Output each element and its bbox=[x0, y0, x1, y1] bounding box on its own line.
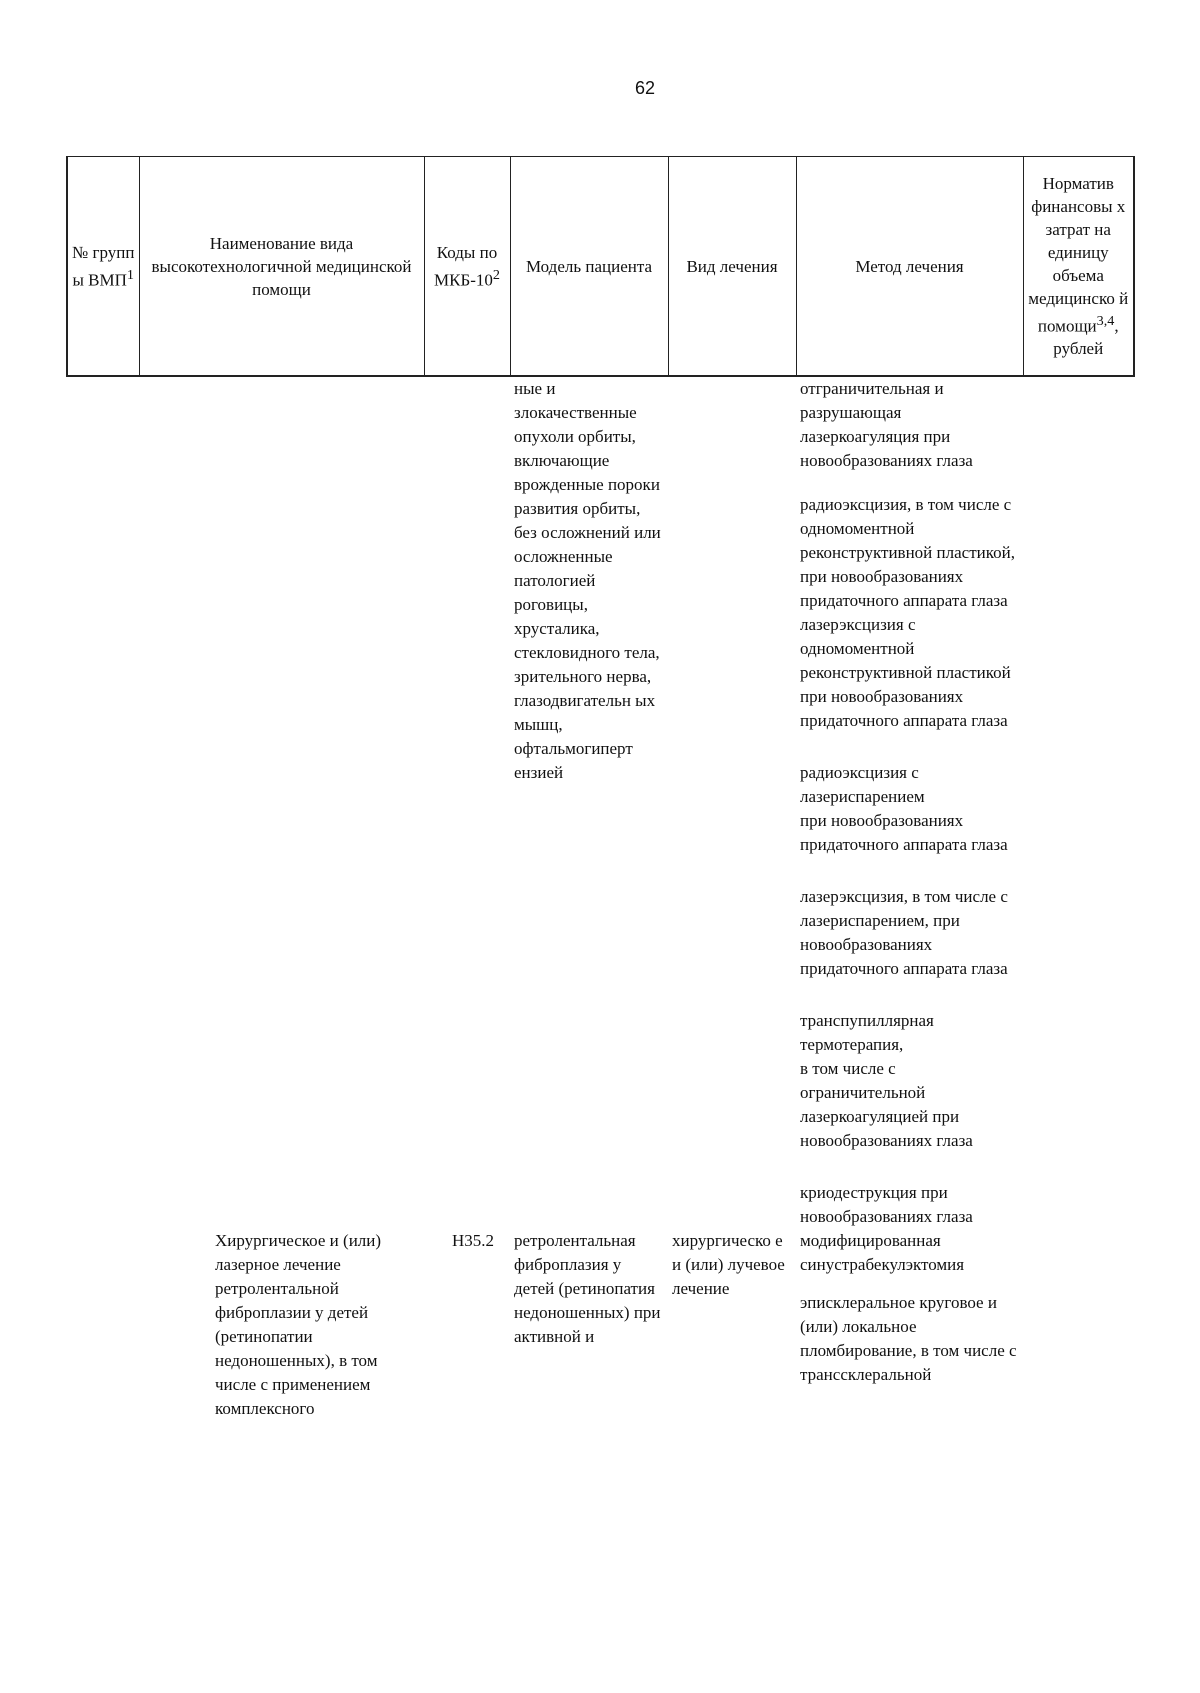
header-patient-model: Модель пациента bbox=[510, 157, 668, 377]
header-icd-codes: Коды по МКБ-$10^2$ bbox=[424, 157, 510, 377]
page-number: 62 bbox=[634, 78, 656, 98]
cell-icd-codes bbox=[424, 376, 510, 1229]
cell-treatment-method bbox=[796, 1229, 1023, 1421]
cell-group-number bbox=[67, 1229, 139, 1421]
method-item: транспупиллярная термотерапия, в том числе с ограничительной лазеркоагуляцией при новообразованиях глаза bbox=[800, 1011, 973, 1150]
cell-cost-standard bbox=[1023, 376, 1134, 1229]
cell-treatment-type bbox=[668, 376, 796, 1229]
cell-patient-model: ретролентальная фиброплазия у детей (ретинопатия недоношенных) при активной и bbox=[514, 1231, 661, 1346]
cell-care-type bbox=[139, 376, 424, 1229]
cell-cost-standard bbox=[1023, 1229, 1134, 1421]
header-care-type: Наименование вида высокотехнологичной медицинской помощи bbox=[139, 157, 424, 377]
method-item: модифицированная синустрабекулэктомия bbox=[800, 1231, 965, 1274]
method-item: радиоэксцизия, в том числе с одномоментной реконструктивной пластикой, при новообразованиях придаточного аппарата глаза bbox=[800, 495, 1015, 610]
method-item: радиоэксцизия с лазериспарением при новообразованиях придаточного аппарата глаза bbox=[800, 763, 1008, 854]
header-group-number: № групп ы ВМП$^1$ bbox=[67, 157, 139, 377]
header-treatment-type: Вид лечения bbox=[668, 157, 796, 377]
cell-patient-model: ные и злокачественные опухоли орбиты, включающие врожденные пороки развития орбиты, без осложнений или осложненные патологией роговицы, хрусталика, стекловидного тела, зрительного нерва, глазодвигательн ых мышц, офтальмогиперт ензией bbox=[514, 379, 661, 782]
method-item: криодеструкция при новообразованиях глаза bbox=[800, 1183, 973, 1226]
method-item: лазерэксцизия, в том числе с лазериспарением, при новообразованиях придаточного аппарата глаза bbox=[800, 887, 1008, 978]
table-row bbox=[67, 376, 1134, 1229]
header-treatment-method: Метод лечения bbox=[796, 157, 1023, 377]
table-row bbox=[67, 1229, 1134, 1421]
cell-treatment-type: хирургическо е и (или) лучевое лечение bbox=[672, 1231, 785, 1298]
header-cost-standard: Норматив финансовы х затрат на единицу объема медицинско й помощи$^{3,4}$, рублей bbox=[1023, 157, 1134, 377]
cell-care-type: Хирургическое и (или) лазерное лечение ретролентальной фиброплазии у детей (ретинопатии недоношенных), в том числе с применением комплексного bbox=[215, 1231, 382, 1418]
method-item: отграничительная и разрушающая лазеркоагуляция при новообразованиях глаза bbox=[800, 379, 973, 470]
cell-group-number bbox=[67, 376, 139, 1229]
method-item: лазерэксцизия с одномоментной реконструктивной пластикой при новообразованиях придаточного аппарата глаза bbox=[800, 615, 1011, 730]
method-item: эписклеральное круговое и (или) локальное пломбирование, в том числе с транссклеральной bbox=[800, 1293, 1017, 1384]
table-header bbox=[67, 157, 1134, 377]
cell-treatment-method bbox=[796, 376, 1023, 1229]
vmp-table bbox=[66, 156, 1135, 1421]
cell-icd-codes: H35.2 bbox=[452, 1231, 495, 1250]
